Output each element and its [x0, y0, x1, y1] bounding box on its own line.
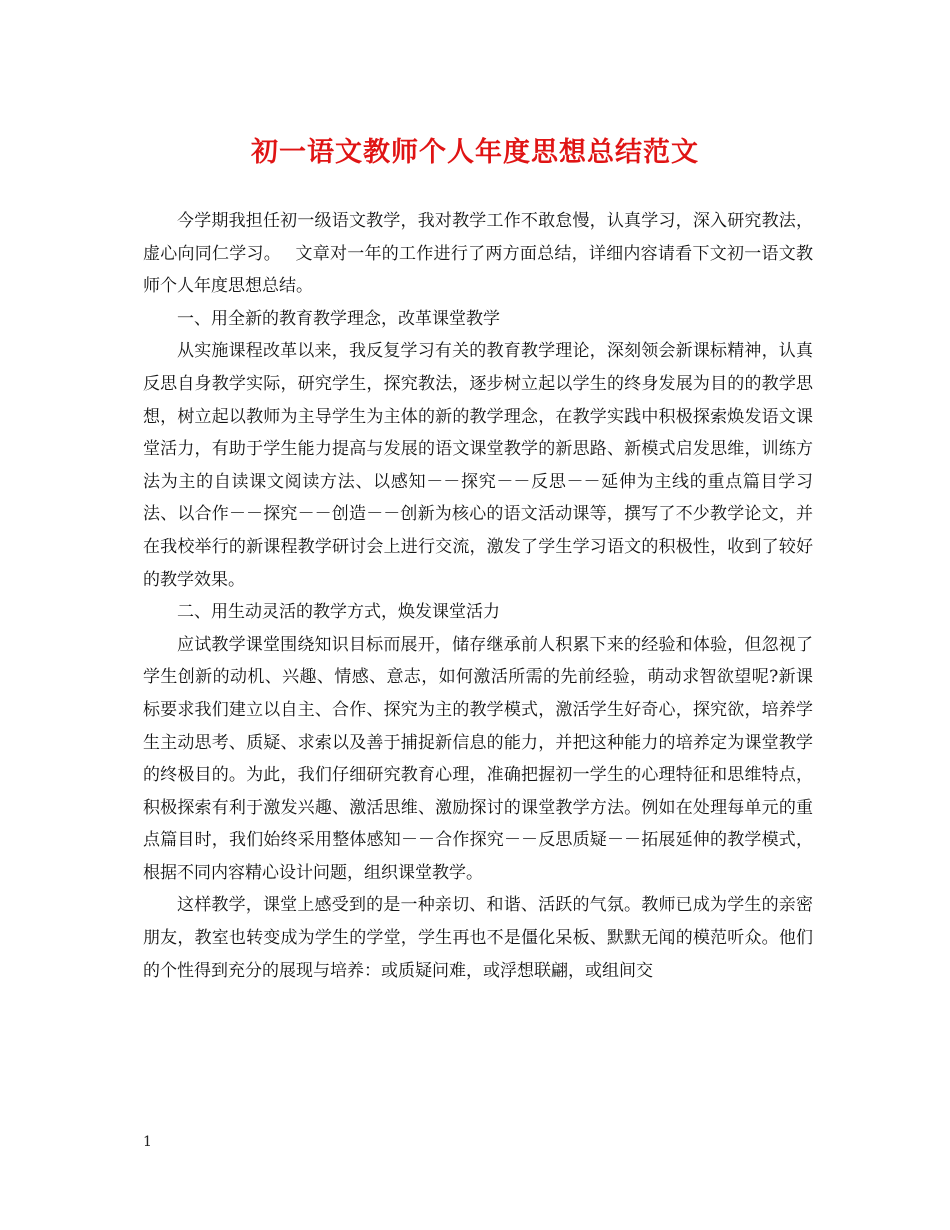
document-title: 初一语文教师个人年度思想总结范文: [251, 137, 699, 168]
paragraph-section-1: 从实施课程改革以来，我反复学习有关的教育教学理论，深刻领会新课标精神，认真反思自身教学实际，研究学生，探究教法，逐步树立起以学生的终身发展为目的的教学思想，树立起以教师为主导学生为主体的新的教学理念，在教学实践中积极探索焕发语文课堂活力，有助于学生能力提高与发展的语文课堂教学的新思路、新模式启发思维，训练方法为主的自读课文阅读方法、以感知－－探究－－反思－－延伸为主线的重点篇目学习法、以合作－－探究－－创造－－创新为核心的语文活动课等，撰写了不少教学论文，并在我校举行的新课程教学研讨会上进行交流，激发了学生学习语文的积极性，收到了较好的教学效果。: [143, 341, 813, 590]
paragraph-section-2-continued: 这样教学，课堂上感受到的是一种亲切、和谐、活跃的气氛。教师已成为学生的亲密朋友，教室也转变成为学生的学堂，学生再也不是僵化呆板、默默无闻的模范听众。他们的个性得到充分的展现与培养：或质疑问难，或浮想联翩，或组间交: [143, 895, 813, 981]
document-body: [143, 205, 813, 987]
paragraph-section-2: 应试教学课堂围绕知识目标而展开，储存继承前人积累下来的经验和体验，但忽视了学生创新的动机、兴趣、情感、意志，如何激活所需的先前经验，萌动求智欲望呢?新课标要求我们建立以自主、合作、探究为主的教学模式，激活学生好奇心，探究欲，培养学生主动思考、质疑、求索以及善于捕捉新信息的能力，并把这种能力的培养定为课堂教学的终极目的。为此，我们仔细研究教育心理，准确把握初一学生的心理特征和思维特点，积极探索有利于激发兴趣、激活思维、激励探讨的课堂教学方法。例如在处理每单元的重点篇目时，我们始终采用整体感知－－合作探究－－反思质疑－－拓展延伸的教学模式，根据不同内容精心设计问题，组织课堂教学。: [143, 634, 813, 883]
paragraph-intro: 今学期我担任初一级语文教学，我对教学工作不敢怠慢，认真学习，深入研究教法，虚心向同仁学习。 文章对一年的工作进行了两方面总结，详细内容请看下文初一语文教师个人年度思想总结。: [143, 211, 813, 297]
section-heading-1: 一、用全新的教育教学理念，改革课堂教学: [177, 308, 500, 329]
section-heading-2: 二、用生动灵活的教学方式，焕发课堂活力: [177, 602, 500, 623]
page-number: 1: [143, 1134, 152, 1150]
